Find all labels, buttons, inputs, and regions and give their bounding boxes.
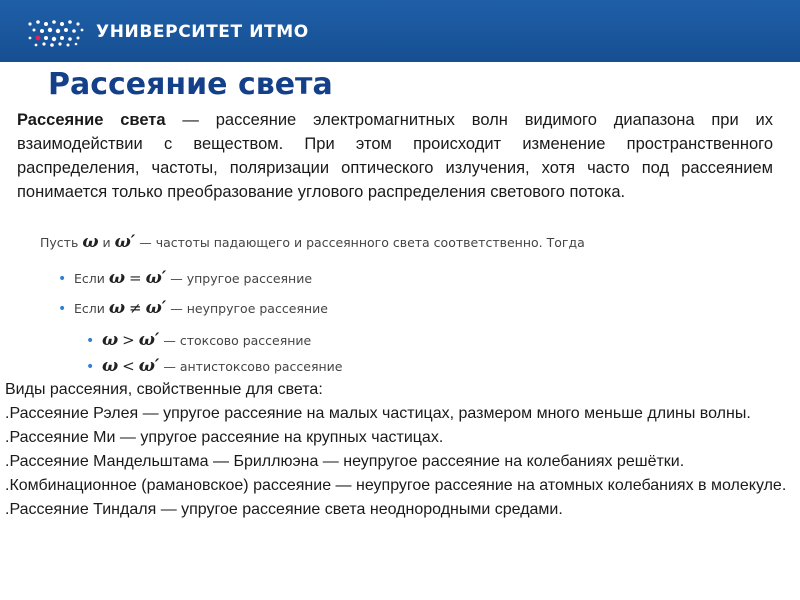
types-item-raman: .Комбинационное (рамановское) рассеяние — неупругое рассеяние на атомных колебаниях в молекуле.: [5, 477, 787, 494]
scattering-types: [5, 378, 787, 522]
page-title: Рассеяние света: [48, 67, 333, 102]
bullet-icon: •: [58, 301, 67, 317]
snippet-bullet-inelastic: • Если ω ≠ ω′ — неупругое рассеяние: [58, 298, 328, 318]
types-item-tyndall: .Рассеяние Тиндаля — упругое рассеяние света неоднородными средами.: [5, 501, 563, 518]
definition-term: Рассеяние света: [17, 111, 166, 129]
itmo-dot-grid-logo-icon: [26, 18, 88, 48]
snippet-intro: Пусть ω и ω′ — частоты падающего и рассеянного света соответственно. Тогда: [40, 232, 585, 252]
bullet-icon: •: [86, 359, 95, 375]
types-item-rayleigh: .Рассеяние Рэлея — упругое рассеяние на малых частицах, размером много меньше длины волны.: [5, 405, 751, 422]
brand-name: УНИВЕРСИТЕТ ИТМО: [96, 22, 309, 42]
snippet-sub-stokes: • ω > ω′ — стоксово рассеяние: [86, 330, 312, 350]
types-heading: Виды рассеяния, свойственные для света:: [5, 381, 323, 398]
formula-snippet: [40, 228, 585, 380]
bullet-icon: •: [86, 333, 95, 349]
bullet-icon: •: [58, 271, 67, 287]
types-item-brillouin: .Рассеяние Мандельштама — Бриллюэна — неупругое рассеяние на колебаниях решётки.: [5, 453, 685, 470]
snippet-sub-antistokes: • ω < ω′ — антистоксово рассеяние: [86, 356, 343, 376]
types-item-mie: .Рассеяние Ми — упругое рассеяние на крупных частицах.: [5, 429, 444, 446]
definition-paragraph: [17, 108, 773, 204]
definition-text: — рассеяние электромагнитных волн видимого диапазона при их взаимодействии с веществом. При этом происходит изменение пространственного распределения, частоты, поляризации оптического излучения, хотя часто под рассеянием понимается только преобразование углового распределения светового потока.: [17, 111, 773, 201]
header-band: [0, 0, 800, 62]
snippet-bullet-elastic: • Если ω = ω′ — упругое рассеяние: [58, 268, 313, 288]
accent-dot: [36, 36, 41, 41]
